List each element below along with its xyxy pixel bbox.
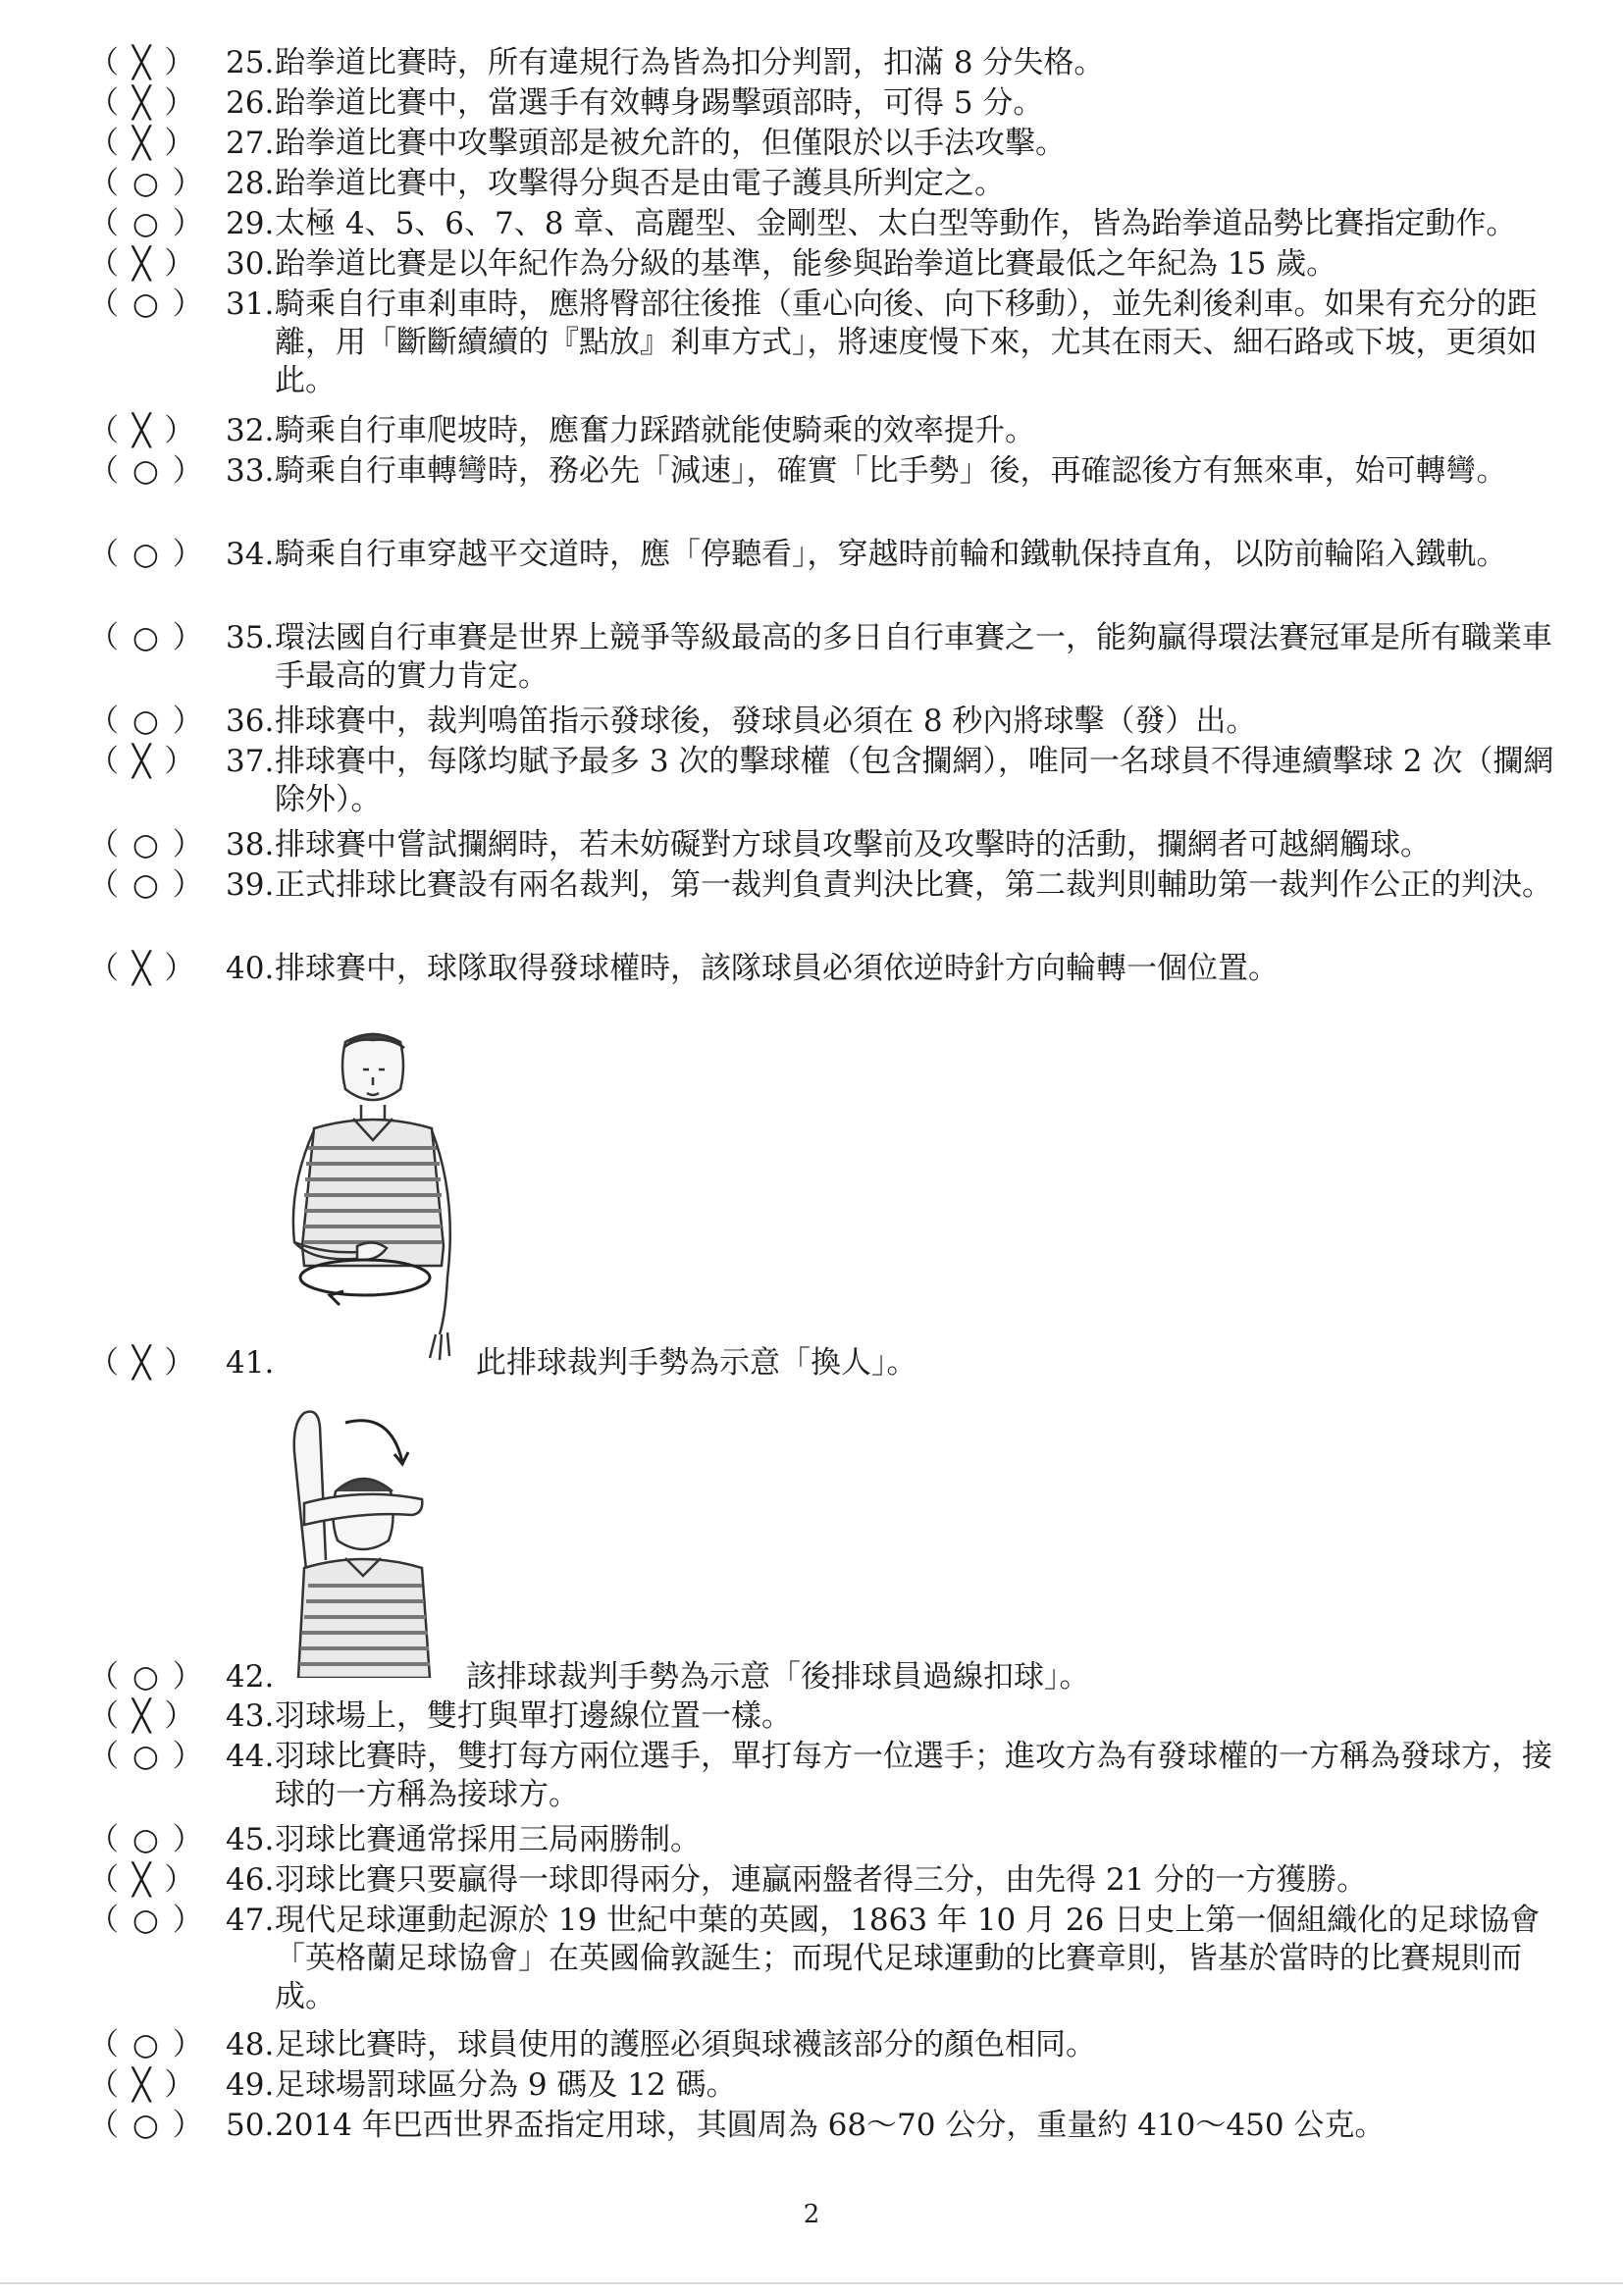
question-text: 足球場罰球區分為 9 碼及 12 碼。 xyxy=(275,2067,737,2103)
answer-mark: （ ○ ） xyxy=(88,2027,205,2062)
question-number: 26. xyxy=(226,85,275,121)
question-text: 足球比賽時，球員使用的護脛必須與球襪該部分的顏色相同。 xyxy=(275,2027,1096,2062)
answer-mark: （ ╳ ） xyxy=(88,85,197,121)
answer-mark: （ ╳ ） xyxy=(88,1862,197,1898)
question-text: 羽球比賽通常採用三局兩勝制。 xyxy=(275,1822,701,1857)
question-number: 33. xyxy=(226,453,275,489)
question-number: 35. xyxy=(226,620,275,655)
question-number: 34. xyxy=(226,537,275,572)
answer-mark: （ ○ ） xyxy=(88,537,205,572)
question-text: 2014 年巴西世界盃指定用球，其圓周為 68～70 公分，重量約 410～450 公克。 xyxy=(275,2108,1386,2143)
answer-mark: （ ╳ ） xyxy=(88,126,197,161)
question-number: 41. xyxy=(226,1345,275,1381)
question-text: 此排球裁判手勢為示意「換人」。 xyxy=(476,1345,917,1381)
answer-mark: （ ╳ ） xyxy=(88,413,197,448)
question-text: 該排球裁判手勢為示意「後排球員過線扣球」。 xyxy=(466,1659,1090,1695)
answer-mark: （ ○ ） xyxy=(88,827,205,862)
question-text: 騎乘自行車轉彎時，務必先「減速」，確實「比手勢」後，再確認後方有無來車，始可轉彎。 xyxy=(275,453,1507,489)
referee-back-row-attack-figure xyxy=(275,1393,451,1678)
question-number: 25. xyxy=(226,45,275,80)
question-text: 跆拳道比賽中，當選手有效轉身踢擊頭部時，可得 5 分。 xyxy=(275,85,1044,121)
question-number: 37. xyxy=(226,744,275,779)
answer-mark: （ ╳ ） xyxy=(88,2067,197,2103)
question-text: 排球賽中，球隊取得發球權時，該隊球員必須依逆時針方向輪轉一個位置。 xyxy=(275,951,1279,986)
page-number: 2 xyxy=(803,2200,820,2229)
question-number: 47. xyxy=(226,1903,275,1938)
question-number: 48. xyxy=(226,2027,275,2062)
question-number: 45. xyxy=(226,1822,275,1857)
answer-mark: （ ○ ） xyxy=(88,704,205,739)
answer-mark: （ ○ ） xyxy=(88,453,205,489)
question-number: 49. xyxy=(226,2067,275,2103)
question-text: 羽球比賽只要贏得一球即得兩分，連贏兩盤者得三分，由先得 21 分的一方獲勝。 xyxy=(275,1862,1368,1898)
answer-mark: （ ╳ ） xyxy=(88,246,197,282)
question-text: 環法國自行車賽是世界上競爭等級最高的多日自行車賽之一，能夠贏得環法賽冠軍是所有職業車手最高的實力肯定。 xyxy=(275,620,1552,694)
question-number: 31. xyxy=(226,287,275,322)
question-text: 排球賽中嘗試攔網時，若未妨礙對方球員攻擊前及攻擊時的活動，攔網者可越網觸球。 xyxy=(275,827,1431,862)
question-number: 50. xyxy=(226,2108,275,2143)
question-text: 現代足球運動起源於 19 世紀中葉的英國，1863 年 10 月 26 日史上第一個組織化的足球協會「英格蘭足球協會」在英國倫敦誕生；而現代足球運動的比賽章則，皆基於當時的比賽規則而成。 xyxy=(275,1903,1541,2014)
question-number: 32. xyxy=(226,413,275,448)
question-text: 騎乘自行車剎車時，應將臀部往後推（重心向後、向下移動），並先剎後剎車。如果有充分的距離，用「斷斷續續的『點放』剎車方式」，將速度慢下來，尤其在雨天、細石路或下坡，更須如此。 xyxy=(275,287,1538,398)
answer-mark: （ ╳ ） xyxy=(88,1698,197,1734)
question-text: 羽球比賽時，雙打每方兩位選手，單打每方一位選手；進攻方為有發球權的一方稱為發球方，接球的一方稱為接球方。 xyxy=(275,1739,1552,1812)
answer-mark: （ ○ ） xyxy=(88,1822,205,1857)
question-number: 42. xyxy=(226,1659,275,1695)
question-text: 排球賽中，裁判鳴笛指示發球後，發球員必須在 8 秒內將球擊（發）出。 xyxy=(275,704,1257,739)
answer-mark: （ ○ ） xyxy=(88,620,205,655)
referee-substitution-figure xyxy=(275,1020,471,1374)
question-text: 騎乘自行車爬坡時，應奮力踩踏就能使騎乘的效率提升。 xyxy=(275,413,1035,448)
question-number: 40. xyxy=(226,951,275,986)
question-text: 羽球場上，雙打與單打邊線位置一樣。 xyxy=(275,1698,792,1734)
question-number: 30. xyxy=(226,246,275,282)
answer-mark: （ ╳ ） xyxy=(88,951,197,986)
question-number: 28. xyxy=(226,166,275,201)
question-text: 太極 4、5、6、7、8 章、高麗型、金剛型、太白型等動作，皆為跆拳道品勢比賽指定動作。 xyxy=(275,206,1517,241)
question-text: 跆拳道比賽是以年紀作為分級的基準，能參與跆拳道比賽最低之年紀為 15 歲。 xyxy=(275,246,1337,282)
answer-mark: （ ○ ） xyxy=(88,287,205,322)
question-number: 39. xyxy=(226,867,275,903)
question-number: 29. xyxy=(226,206,275,241)
answer-mark: （ ○ ） xyxy=(88,2108,205,2143)
question-number: 36. xyxy=(226,704,275,739)
answer-mark: （ ○ ） xyxy=(88,166,205,201)
answer-mark: （ ╳ ） xyxy=(88,1345,197,1381)
question-text: 跆拳道比賽中攻擊頭部是被允許的，但僅限於以手法攻擊。 xyxy=(275,126,1066,161)
question-number: 44. xyxy=(226,1739,275,1774)
question-text: 跆拳道比賽中，攻擊得分與否是由電子護具所判定之。 xyxy=(275,166,1005,201)
answer-mark: （ ╳ ） xyxy=(88,744,197,779)
bottom-divider xyxy=(0,2282,1623,2284)
question-text: 正式排球比賽設有兩名裁判，第一裁判負責判決比賽，第二裁判則輔助第一裁判作公正的判決。 xyxy=(275,867,1552,903)
question-text: 騎乘自行車穿越平交道時，應「停聽看」，穿越時前輪和鐵軌保持直角，以防前輪陷入鐵軌。 xyxy=(275,537,1507,572)
answer-mark: （ ○ ） xyxy=(88,867,205,903)
question-text: 跆拳道比賽時，所有違規行為皆為扣分判罰，扣滿 8 分失格。 xyxy=(275,45,1105,80)
answer-mark: （ ○ ） xyxy=(88,1903,205,1938)
question-number: 46. xyxy=(226,1862,275,1898)
question-number: 43. xyxy=(226,1698,275,1734)
question-number: 38. xyxy=(226,827,275,862)
answer-mark: （ ╳ ） xyxy=(88,45,197,80)
answer-mark: （ ○ ） xyxy=(88,1659,205,1695)
question-text: 排球賽中，每隊均賦予最多 3 次的擊球權（包含攔網），唯同一名球員不得連續擊球 2 次（攔網除外）。 xyxy=(275,744,1554,817)
answer-mark: （ ○ ） xyxy=(88,206,205,241)
question-number: 27. xyxy=(226,126,275,161)
answer-mark: （ ○ ） xyxy=(88,1739,205,1774)
